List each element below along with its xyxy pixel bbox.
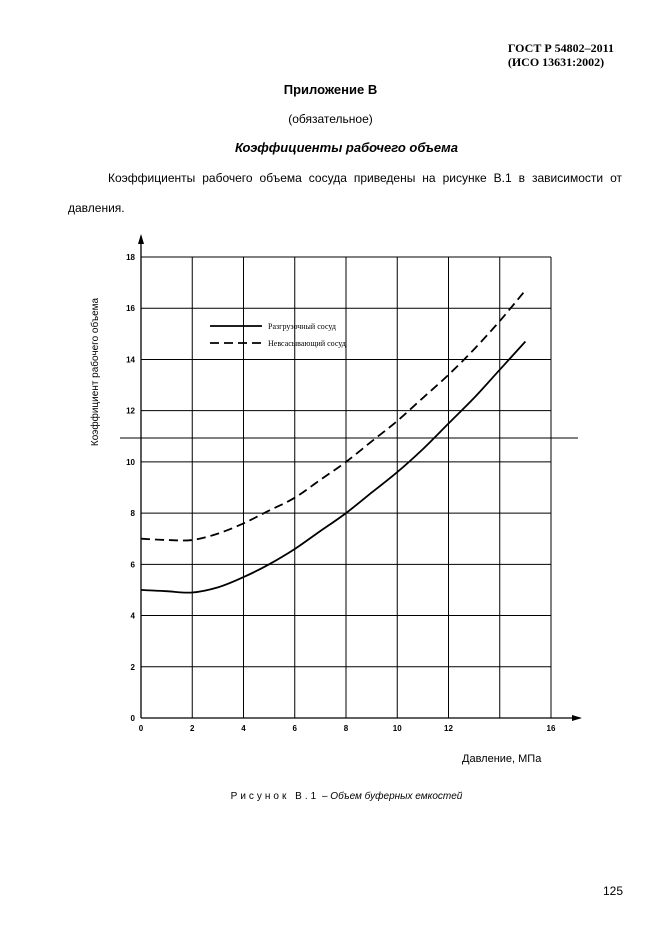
y-tick-label: 16	[126, 304, 135, 314]
x-tick-label: 16	[546, 724, 556, 733]
y-tick-label: 18	[126, 253, 135, 262]
y-axis-arrow	[138, 234, 144, 244]
figure-caption-dash: –	[319, 791, 331, 802]
y-tick-label: 2	[130, 662, 135, 672]
x-axis-arrow	[572, 715, 582, 721]
figure-caption-number: Рисунок В.1	[230, 791, 320, 802]
annex-title: Приложение В	[283, 82, 378, 97]
x-tick-label: 0	[138, 724, 144, 733]
series-line-unloading-vessel	[141, 342, 525, 593]
y-tick-label: 14	[126, 355, 135, 365]
y-tick-label: 8	[130, 509, 135, 519]
section-title: Коэффициенты рабочего объема	[235, 140, 458, 155]
body-paragraph-line: давления.	[68, 201, 125, 215]
body-paragraph-line: Коэффициенты рабочего объема сосуда приведены на рисунке В.1 в зависимости от	[108, 171, 622, 185]
y-axis-label: Коэффициент рабочего объема	[90, 297, 101, 447]
y-tick-label: 4	[130, 611, 135, 621]
figure-caption	[0, 791, 661, 802]
x-tick-label: 2	[190, 724, 195, 733]
x-tick-label: 10	[392, 724, 402, 733]
legend-label: Невсасывающий сосуд	[268, 339, 346, 348]
standard-number: ГОСТ Р 54802–2011	[507, 41, 614, 55]
page-number: 125	[603, 884, 624, 898]
legend-label: Разгрузочный сосуд	[268, 322, 336, 331]
y-tick-label: 6	[130, 560, 135, 570]
x-tick-label: 4	[241, 724, 246, 733]
x-tick-label: 8	[343, 724, 349, 733]
standard-iso-reference: (ИСО 13631:2002)	[507, 55, 605, 69]
x-axis-label: Давление, МПа	[462, 753, 542, 765]
annex-type: (обязательное)	[288, 112, 373, 126]
y-tick-label: 0	[130, 714, 135, 723]
x-tick-label: 6	[292, 724, 297, 733]
y-tick-label: 10	[126, 457, 135, 467]
y-tick-label: 12	[126, 406, 135, 416]
x-tick-label: 12	[444, 724, 453, 733]
figure-caption-text: Объем буферных емкостей	[330, 791, 463, 802]
